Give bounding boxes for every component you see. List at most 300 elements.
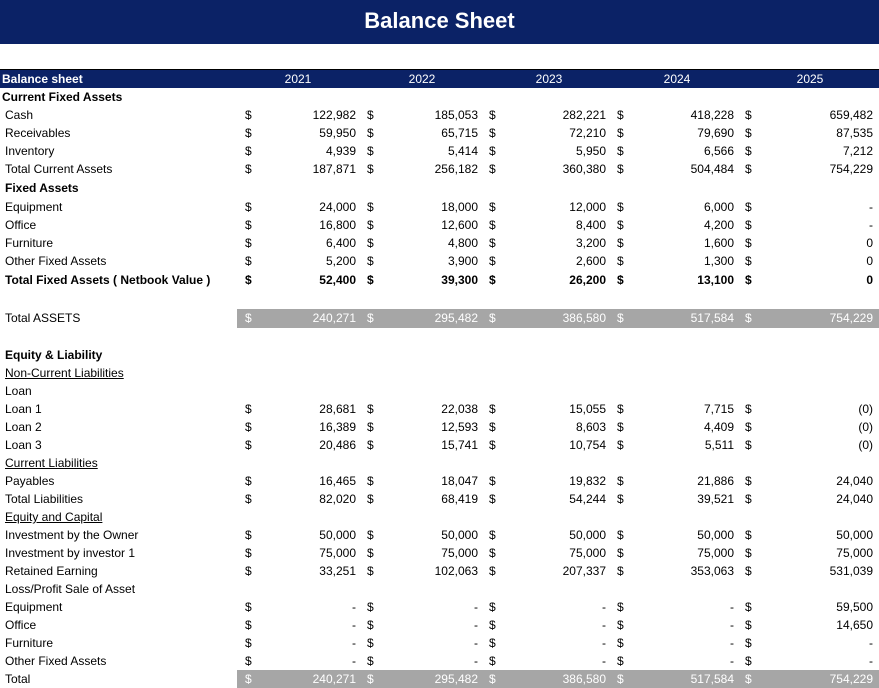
cell-value[interactable]: - xyxy=(352,600,356,614)
cell-value[interactable]: 75,000 xyxy=(836,546,873,560)
cell-value[interactable]: 754,229 xyxy=(829,672,873,686)
cell-value[interactable]: - xyxy=(602,600,606,614)
cell-value[interactable]: 16,800 xyxy=(319,218,356,232)
cell-value[interactable]: - xyxy=(352,618,356,632)
currency-symbol: $ xyxy=(489,564,496,578)
cell-value[interactable]: 517,584 xyxy=(690,311,734,325)
row-label: Furniture xyxy=(5,636,54,650)
year-header: 2024 xyxy=(663,72,691,86)
table-row xyxy=(0,106,879,124)
cell-value[interactable]: 7,212 xyxy=(842,144,873,158)
cell-value[interactable]: 82,020 xyxy=(319,492,356,506)
currency-symbol: $ xyxy=(745,144,752,158)
cell-value[interactable]: 75,000 xyxy=(319,546,356,560)
cell-value[interactable]: 10,754 xyxy=(569,438,606,452)
currency-symbol: $ xyxy=(489,438,496,452)
year-header: 2025 xyxy=(796,72,824,86)
table-row xyxy=(0,198,879,216)
currency-symbol: $ xyxy=(745,474,752,488)
currency-symbol: $ xyxy=(245,126,252,140)
table-row xyxy=(0,526,879,544)
cell-value[interactable]: 24,040 xyxy=(836,492,873,506)
cell-value[interactable]: 659,482 xyxy=(829,108,873,122)
table-row xyxy=(0,346,879,364)
row-label: Loss/Profit Sale of Asset xyxy=(5,582,136,596)
cell-value[interactable]: (0) xyxy=(858,438,873,452)
cell-value[interactable]: 5,414 xyxy=(447,144,478,158)
row-label: Equity & Liability xyxy=(5,348,103,362)
cell-value[interactable]: 353,063 xyxy=(690,564,734,578)
cell-value[interactable]: 22,038 xyxy=(441,402,478,416)
cell-value[interactable]: 1,600 xyxy=(703,236,734,250)
currency-symbol: $ xyxy=(489,236,496,250)
row-label: Other Fixed Assets xyxy=(5,654,107,668)
row-label: Furniture xyxy=(5,236,54,250)
table-row xyxy=(0,562,879,580)
currency-symbol: $ xyxy=(367,438,374,452)
cell-value[interactable]: - xyxy=(869,218,873,232)
currency-symbol: $ xyxy=(367,200,374,214)
cell-value[interactable]: 15,055 xyxy=(569,402,606,416)
currency-symbol: $ xyxy=(489,636,496,650)
currency-symbol: $ xyxy=(745,600,752,614)
cell-value[interactable]: 87,535 xyxy=(836,126,873,140)
cell-value[interactable]: 20,486 xyxy=(319,438,356,452)
row-label: Total xyxy=(5,672,31,686)
cell-value[interactable]: - xyxy=(730,636,734,650)
cell-value[interactable]: 360,380 xyxy=(562,162,606,176)
cell-value[interactable]: 75,000 xyxy=(569,546,606,560)
cell-value[interactable]: 102,063 xyxy=(434,564,478,578)
cell-value[interactable]: 15,741 xyxy=(441,438,478,452)
cell-value[interactable]: 6,400 xyxy=(325,236,356,250)
cell-value[interactable]: 24,000 xyxy=(319,200,356,214)
cell-value[interactable]: 50,000 xyxy=(569,528,606,542)
cell-value[interactable]: 504,484 xyxy=(690,162,734,176)
currency-symbol: $ xyxy=(617,108,624,122)
cell-value[interactable]: 72,210 xyxy=(569,126,606,140)
cell-value[interactable]: 531,039 xyxy=(829,564,873,578)
row-label: Office xyxy=(5,218,37,232)
cell-value[interactable]: 4,800 xyxy=(447,236,478,250)
currency-symbol: $ xyxy=(245,218,252,232)
cell-value[interactable]: - xyxy=(869,654,873,668)
table-row xyxy=(0,124,879,142)
currency-symbol: $ xyxy=(489,402,496,416)
currency-symbol: $ xyxy=(245,564,252,578)
row-label: Other Fixed Assets xyxy=(5,254,107,268)
currency-symbol: $ xyxy=(745,273,752,287)
currency-symbol: $ xyxy=(745,492,752,506)
cell-value[interactable]: 50,000 xyxy=(836,528,873,542)
table-row xyxy=(0,309,879,328)
currency-symbol: $ xyxy=(245,162,252,176)
cell-value[interactable]: 14,650 xyxy=(836,618,873,632)
currency-symbol: $ xyxy=(489,654,496,668)
currency-symbol: $ xyxy=(745,126,752,140)
currency-symbol: $ xyxy=(367,528,374,542)
balance-sheet-table xyxy=(0,69,879,688)
currency-symbol: $ xyxy=(745,108,752,122)
cell-value[interactable]: 12,000 xyxy=(569,200,606,214)
currency-symbol: $ xyxy=(367,254,374,268)
currency-symbol: $ xyxy=(745,236,752,250)
currency-symbol: $ xyxy=(367,162,374,176)
cell-value[interactable]: 26,200 xyxy=(569,273,606,287)
currency-symbol: $ xyxy=(489,474,496,488)
cell-value[interactable]: 39,521 xyxy=(697,492,734,506)
currency-symbol: $ xyxy=(367,474,374,488)
currency-symbol: $ xyxy=(245,144,252,158)
cell-value[interactable]: 3,200 xyxy=(575,236,606,250)
cell-value[interactable]: 6,566 xyxy=(703,144,734,158)
cell-value[interactable]: 50,000 xyxy=(697,528,734,542)
currency-symbol: $ xyxy=(367,546,374,560)
currency-symbol: $ xyxy=(489,528,496,542)
currency-symbol: $ xyxy=(617,236,624,250)
cell-value[interactable]: 54,244 xyxy=(569,492,606,506)
table-row xyxy=(0,382,879,400)
page-title: Balance Sheet xyxy=(0,0,879,44)
currency-symbol: $ xyxy=(745,402,752,416)
currency-symbol: $ xyxy=(745,162,752,176)
cell-value[interactable]: - xyxy=(352,636,356,650)
currency-symbol: $ xyxy=(245,600,252,614)
cell-value[interactable]: - xyxy=(474,618,478,632)
currency-symbol: $ xyxy=(367,236,374,250)
currency-symbol: $ xyxy=(245,200,252,214)
table-row xyxy=(0,652,879,670)
table-row xyxy=(0,160,879,178)
cell-value[interactable]: 52,400 xyxy=(319,273,356,287)
row-label: Retained Earning xyxy=(5,564,98,578)
cell-value[interactable]: 68,419 xyxy=(441,492,478,506)
currency-symbol: $ xyxy=(245,654,252,668)
cell-value[interactable]: 295,482 xyxy=(434,672,478,686)
currency-symbol: $ xyxy=(617,162,624,176)
cell-value[interactable]: 1,300 xyxy=(703,254,734,268)
cell-value[interactable]: 295,482 xyxy=(434,311,478,325)
header-label: Balance sheet xyxy=(2,72,83,86)
year-header: 2023 xyxy=(535,72,563,86)
row-label: Total Fixed Assets ( Netbook Value ) xyxy=(5,273,211,287)
cell-value[interactable]: 240,271 xyxy=(312,311,356,325)
currency-symbol: $ xyxy=(489,200,496,214)
cell-value[interactable]: 21,886 xyxy=(697,474,734,488)
cell-value[interactable]: 12,600 xyxy=(441,218,478,232)
cell-value[interactable]: 207,337 xyxy=(562,564,606,578)
currency-symbol: $ xyxy=(489,311,496,325)
currency-symbol: $ xyxy=(617,492,624,506)
row-label: Receivables xyxy=(5,126,71,140)
currency-symbol: $ xyxy=(245,402,252,416)
row-label: Equity and Capital xyxy=(5,510,103,524)
currency-symbol: $ xyxy=(617,600,624,614)
currency-symbol: $ xyxy=(617,546,624,560)
currency-symbol: $ xyxy=(745,218,752,232)
currency-symbol: $ xyxy=(367,636,374,650)
currency-symbol: $ xyxy=(617,402,624,416)
table-row xyxy=(0,364,879,382)
table-row xyxy=(0,598,879,616)
currency-symbol: $ xyxy=(745,200,752,214)
currency-symbol: $ xyxy=(367,654,374,668)
currency-symbol: $ xyxy=(245,311,252,325)
row-label: Investment by investor 1 xyxy=(5,546,136,560)
cell-value[interactable]: 65,715 xyxy=(441,126,478,140)
currency-symbol: $ xyxy=(367,402,374,416)
currency-symbol: $ xyxy=(745,654,752,668)
cell-value[interactable]: 18,000 xyxy=(441,200,478,214)
table-row xyxy=(0,290,879,309)
cell-value[interactable]: 122,982 xyxy=(312,108,356,122)
cell-value[interactable]: - xyxy=(474,654,478,668)
cell-value[interactable]: 75,000 xyxy=(441,546,478,560)
cell-value[interactable]: 187,871 xyxy=(312,162,356,176)
table-row xyxy=(0,436,879,454)
cell-value[interactable]: 240,271 xyxy=(312,672,356,686)
currency-symbol: $ xyxy=(489,273,496,287)
cell-value[interactable]: - xyxy=(602,654,606,668)
currency-symbol: $ xyxy=(367,420,374,434)
cell-value[interactable]: 50,000 xyxy=(441,528,478,542)
currency-symbol: $ xyxy=(617,311,624,325)
currency-symbol: $ xyxy=(617,474,624,488)
cell-value[interactable]: - xyxy=(474,636,478,650)
currency-symbol: $ xyxy=(489,618,496,632)
cell-value[interactable]: 13,100 xyxy=(697,273,734,287)
cell-value[interactable]: 4,939 xyxy=(325,144,356,158)
currency-symbol: $ xyxy=(617,438,624,452)
row-label: Investment by the Owner xyxy=(5,528,139,542)
table-row xyxy=(0,544,879,562)
currency-symbol: $ xyxy=(617,672,624,686)
currency-symbol: $ xyxy=(245,438,252,452)
cell-value[interactable]: 418,228 xyxy=(690,108,734,122)
row-label: Equipment xyxy=(5,600,63,614)
row-label: Loan 1 xyxy=(5,402,42,416)
row-label: Payables xyxy=(5,474,55,488)
table-row xyxy=(0,328,879,346)
currency-symbol: $ xyxy=(745,618,752,632)
table-row xyxy=(0,270,879,290)
row-cells xyxy=(237,309,879,328)
cell-value[interactable]: - xyxy=(602,636,606,650)
cell-value[interactable]: 8,400 xyxy=(575,218,606,232)
table-row xyxy=(0,178,879,198)
cell-value[interactable]: 5,200 xyxy=(325,254,356,268)
row-label: Total Liabilities xyxy=(5,492,84,506)
row-label: Current Liabilities xyxy=(5,456,98,470)
currency-symbol: $ xyxy=(617,420,624,434)
currency-symbol: $ xyxy=(489,420,496,434)
cell-value[interactable]: 185,053 xyxy=(434,108,478,122)
cell-value[interactable]: 39,300 xyxy=(441,273,478,287)
cell-value[interactable]: (0) xyxy=(858,420,873,434)
currency-symbol: $ xyxy=(617,636,624,650)
currency-symbol: $ xyxy=(745,636,752,650)
currency-symbol: $ xyxy=(367,144,374,158)
cell-value[interactable]: 18,047 xyxy=(441,474,478,488)
row-label: Cash xyxy=(5,108,34,122)
currency-symbol: $ xyxy=(367,218,374,232)
cell-value[interactable]: (0) xyxy=(858,402,873,416)
table-row xyxy=(0,670,879,688)
row-label: Fixed Assets xyxy=(5,181,79,195)
cell-value[interactable]: 59,950 xyxy=(319,126,356,140)
table-row xyxy=(0,216,879,234)
currency-symbol: $ xyxy=(617,618,624,632)
table-row xyxy=(0,472,879,490)
cell-value[interactable]: - xyxy=(730,654,734,668)
cell-value[interactable]: 7,715 xyxy=(703,402,734,416)
cell-value[interactable]: - xyxy=(730,618,734,632)
currency-symbol: $ xyxy=(745,311,752,325)
currency-symbol: $ xyxy=(617,654,624,668)
currency-symbol: $ xyxy=(489,546,496,560)
table-row xyxy=(0,454,879,472)
currency-symbol: $ xyxy=(489,108,496,122)
cell-value[interactable]: - xyxy=(602,618,606,632)
table-row xyxy=(0,508,879,526)
cell-value[interactable]: 16,389 xyxy=(319,420,356,434)
row-label: Inventory xyxy=(5,144,55,158)
currency-symbol: $ xyxy=(245,618,252,632)
cell-value[interactable]: 8,603 xyxy=(575,420,606,434)
cell-value[interactable]: 5,950 xyxy=(575,144,606,158)
header-row xyxy=(0,69,879,88)
cell-value[interactable]: 282,221 xyxy=(562,108,606,122)
currency-symbol: $ xyxy=(745,546,752,560)
cell-value[interactable]: 28,681 xyxy=(319,402,356,416)
cell-value[interactable]: 517,584 xyxy=(690,672,734,686)
cell-value[interactable]: - xyxy=(474,600,478,614)
row-label: Current Fixed Assets xyxy=(2,90,123,104)
currency-symbol: $ xyxy=(745,254,752,268)
table-row xyxy=(0,252,879,270)
currency-symbol: $ xyxy=(489,218,496,232)
currency-symbol: $ xyxy=(245,108,252,122)
currency-symbol: $ xyxy=(617,254,624,268)
cell-value[interactable]: 0 xyxy=(866,236,873,250)
row-label: Loan xyxy=(5,384,32,398)
cell-value[interactable]: 24,040 xyxy=(836,474,873,488)
cell-value[interactable]: 50,000 xyxy=(319,528,356,542)
currency-symbol: $ xyxy=(367,492,374,506)
cell-value[interactable]: - xyxy=(352,654,356,668)
currency-symbol: $ xyxy=(617,528,624,542)
cell-value[interactable]: 2,600 xyxy=(575,254,606,268)
row-label: Equipment xyxy=(5,200,63,214)
cell-value[interactable]: 19,832 xyxy=(569,474,606,488)
cell-value[interactable]: 33,251 xyxy=(319,564,356,578)
currency-symbol: $ xyxy=(367,126,374,140)
cell-value[interactable]: 4,200 xyxy=(703,218,734,232)
currency-symbol: $ xyxy=(617,564,624,578)
currency-symbol: $ xyxy=(489,126,496,140)
currency-symbol: $ xyxy=(245,420,252,434)
currency-symbol: $ xyxy=(617,144,624,158)
year-header: 2022 xyxy=(408,72,436,86)
cell-value[interactable]: 79,690 xyxy=(697,126,734,140)
currency-symbol: $ xyxy=(367,108,374,122)
currency-symbol: $ xyxy=(245,528,252,542)
currency-symbol: $ xyxy=(745,420,752,434)
table-row xyxy=(0,418,879,436)
row-cells xyxy=(237,670,879,688)
cell-value[interactable]: 386,580 xyxy=(562,672,606,686)
currency-symbol: $ xyxy=(489,162,496,176)
cell-value[interactable]: 0 xyxy=(866,273,873,287)
currency-symbol: $ xyxy=(489,144,496,158)
currency-symbol: $ xyxy=(745,564,752,578)
currency-symbol: $ xyxy=(367,672,374,686)
table-row xyxy=(0,490,879,508)
cell-value[interactable]: 386,580 xyxy=(562,311,606,325)
currency-symbol: $ xyxy=(245,492,252,506)
currency-symbol: $ xyxy=(245,236,252,250)
currency-symbol: $ xyxy=(745,672,752,686)
cell-value[interactable]: 16,465 xyxy=(319,474,356,488)
cell-value[interactable]: 0 xyxy=(866,254,873,268)
table-row xyxy=(0,634,879,652)
cell-value[interactable]: - xyxy=(730,600,734,614)
row-label: Loan 3 xyxy=(5,438,42,452)
cell-value[interactable]: 59,500 xyxy=(836,600,873,614)
currency-symbol: $ xyxy=(489,492,496,506)
currency-symbol: $ xyxy=(245,474,252,488)
currency-symbol: $ xyxy=(489,600,496,614)
table-row xyxy=(0,400,879,418)
currency-symbol: $ xyxy=(489,672,496,686)
currency-symbol: $ xyxy=(489,254,496,268)
table-row xyxy=(0,580,879,598)
cell-value[interactable]: 6,000 xyxy=(703,200,734,214)
currency-symbol: $ xyxy=(367,618,374,632)
currency-symbol: $ xyxy=(617,126,624,140)
table-row xyxy=(0,616,879,634)
cell-value[interactable]: 3,900 xyxy=(447,254,478,268)
currency-symbol: $ xyxy=(367,273,374,287)
cell-value[interactable]: - xyxy=(869,636,873,650)
currency-symbol: $ xyxy=(245,636,252,650)
currency-symbol: $ xyxy=(245,273,252,287)
currency-symbol: $ xyxy=(245,672,252,686)
currency-symbol: $ xyxy=(367,600,374,614)
currency-symbol: $ xyxy=(367,564,374,578)
cell-value[interactable]: 75,000 xyxy=(697,546,734,560)
row-label: Loan 2 xyxy=(5,420,42,434)
row-label: Total ASSETS xyxy=(5,311,81,325)
currency-symbol: $ xyxy=(367,311,374,325)
currency-symbol: $ xyxy=(245,254,252,268)
cell-value[interactable]: 4,409 xyxy=(703,420,734,434)
row-label: Total Current Assets xyxy=(5,162,113,176)
year-header: 2021 xyxy=(284,72,312,86)
cell-value[interactable]: 12,593 xyxy=(441,420,478,434)
cell-value[interactable]: 256,182 xyxy=(434,162,478,176)
cell-value[interactable]: - xyxy=(869,200,873,214)
table-row xyxy=(0,234,879,252)
currency-symbol: $ xyxy=(617,200,624,214)
cell-value[interactable]: 754,229 xyxy=(829,162,873,176)
currency-symbol: $ xyxy=(245,546,252,560)
currency-symbol: $ xyxy=(745,528,752,542)
row-label: Non-Current Liabilities xyxy=(5,366,124,380)
cell-value[interactable]: 754,229 xyxy=(829,311,873,325)
cell-value[interactable]: 5,511 xyxy=(704,438,734,452)
currency-symbol: $ xyxy=(745,438,752,452)
